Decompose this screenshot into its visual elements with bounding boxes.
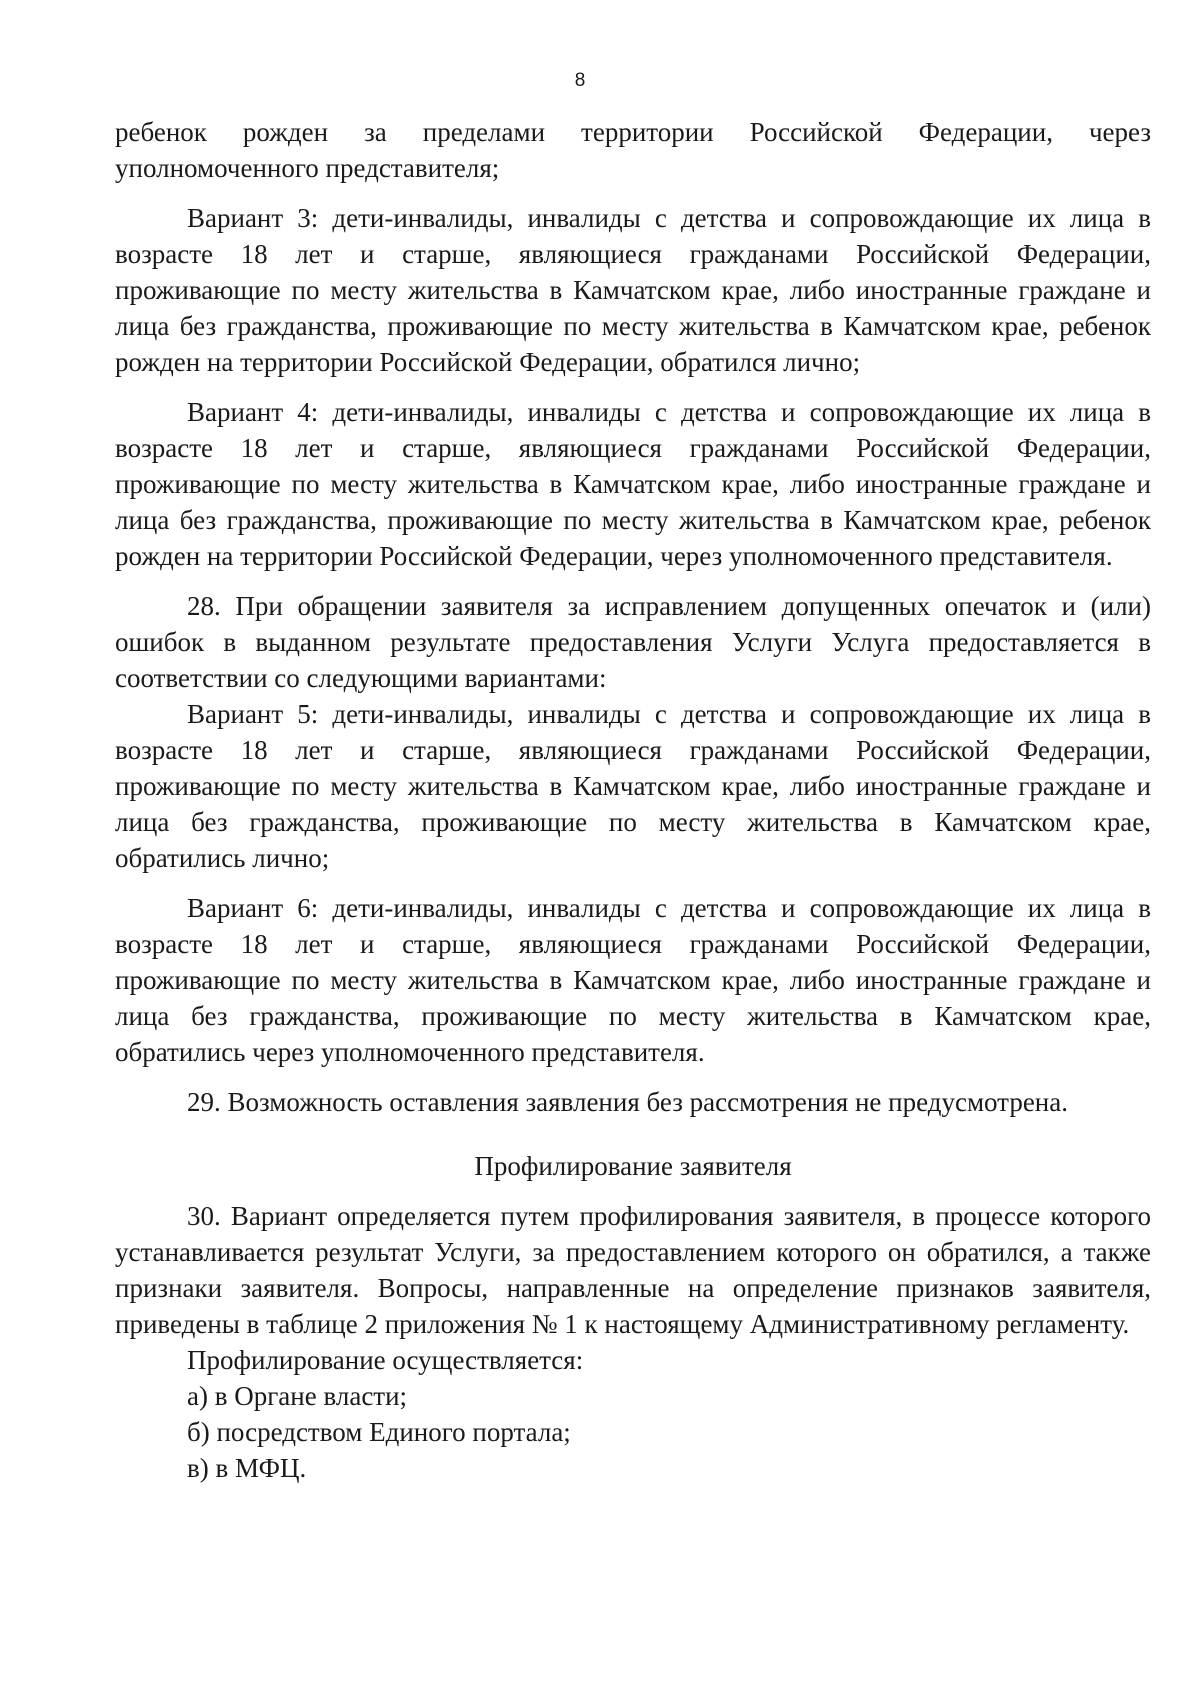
list-item-b: б) посредством Единого портала; (187, 1417, 571, 1447)
list-item-c: в) в МФЦ. (187, 1453, 307, 1483)
paragraph-variant-4: Вариант 4: дети-инвалиды, инвалиды с детства и сопровождающие их лица в возрасте 18 лет и старше, являющиеся гражданами Российской Федерации, проживающие по месту жительства в Камчатском крае, либо иностранные граждане и лица без гражданства, проживающие по месту жительства в Камчатском крае, ребенок рожден на территории Российской Федерации, через уполномоченного представителя. (115, 397, 1151, 571)
paragraph-variant-6: Вариант 6: дети-инвалиды, инвалиды с детства и сопровождающие их лица в возрасте 18 лет и старше, являющиеся гражданами Российской Федерации, проживающие по месту жительства в Камчатском крае, либо иностранные граждане и лица без гражданства, проживающие по месту жительства в Камчатском крае, обратились через уполномоченного представителя. (115, 893, 1151, 1067)
document-body (115, 114, 1151, 1486)
paragraph-profiling-intro: Профилирование осуществляется: (187, 1345, 584, 1375)
section-heading: Профилирование заявителя (474, 1151, 792, 1181)
list-item-a: а) в Органе власти; (187, 1381, 408, 1411)
paragraph-variant-3: Вариант 3: дети-инвалиды, инвалиды с детства и сопровождающие их лица в возрасте 18 лет и старше, являющиеся гражданами Российской Федерации, проживающие по месту жительства в Камчатском крае, либо иностранные граждане и лица без гражданства, проживающие по месту жительства в Камчатском крае, ребенок рожден на территории Российской Федерации, обратился лично; (115, 203, 1151, 377)
page-number: 8 (574, 70, 586, 91)
paragraph-28: 28. При обращении заявителя за исправлением допущенных опечаток и (или) ошибок в выданном результате предоставления Услуги Услуга предоставляется в соответствии со следующими вариантами: (115, 591, 1151, 693)
paragraph-29: 29. Возможность оставления заявления без рассмотрения не предусмотрена. (187, 1087, 1068, 1117)
paragraph-30: 30. Вариант определяется путем профилирования заявителя, в процессе которого устанавливается результат Услуги, за предоставлением которого он обратился, а также признаки заявителя. Вопросы, направленные на определение признаков заявителя, приведены в таблице 2 приложения № 1 к настоящему Административному регламенту. (115, 1201, 1151, 1339)
paragraph-variant-5: Вариант 5: дети-инвалиды, инвалиды с детства и сопровождающие их лица в возрасте 18 лет и старше, являющиеся гражданами Российской Федерации, проживающие по месту жительства в Камчатском крае, либо иностранные граждане и лица без гражданства, проживающие по месту жительства в Камчатском крае, обратились лично; (115, 699, 1151, 873)
paragraph-continuation: ребенок рожден за пределами территории Российской Федерации, через уполномоченного представителя; (115, 117, 1151, 183)
